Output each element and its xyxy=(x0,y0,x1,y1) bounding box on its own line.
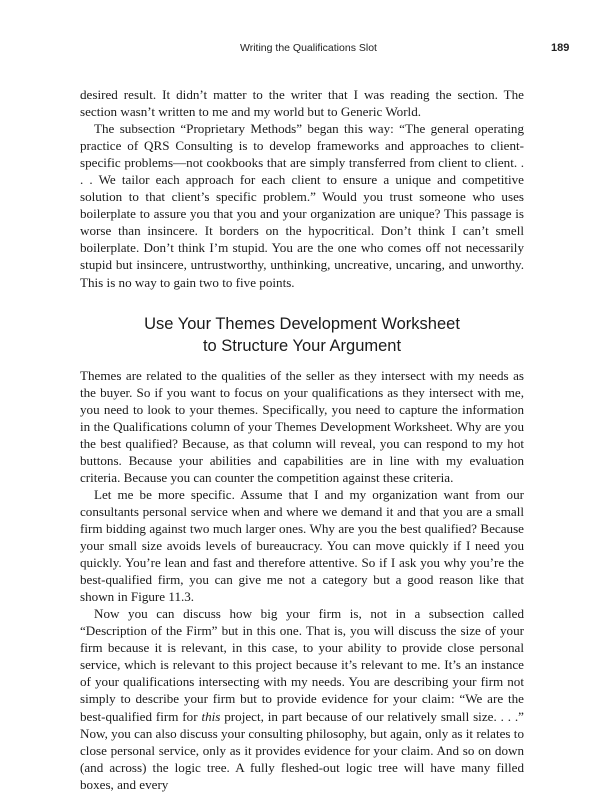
page-number: 189 xyxy=(551,42,570,54)
paragraph-5-part-2: project, in part because of our relatively small size. . . .” Now, you can also discuss your consulting philosophy, but again, only as it relates to close personal service, only as it provides evidence for your claim. And so on down (and across) the logic tree. A fully fleshed-out logic tree will have many filled boxes, and every xyxy=(80,708,524,792)
paragraph-5 xyxy=(80,605,524,793)
paragraph-2: The subsection “Proprietary Methods” began this way: “The general operating practice of QRS Consulting is to develop frameworks and approaches to client-specific problems—not cookbooks that are simply transferred from client to client. . . . We tailor each approach for each client to ensure a unique and competitive solution to that client’s specific problem.” Would you trust someone who uses boilerplate to assure you that you and your organization are unique? This passage is worse than insincere. It borders on the hypocritical. Don’t think I can’t smell boilerplate. Don’t think I’m stupid. You are the one who comes off not necessarily stupid but insincere, untrustworthy, unthinking, uncreative, uncaring, and unworthy. This is no way to gain two to five points. xyxy=(80,121,524,290)
section-heading-line-2: to Structure Your Argument xyxy=(202,336,402,355)
emphasis-this: this xyxy=(201,708,221,724)
running-head xyxy=(0,42,602,58)
section-heading-line-1: Use Your Themes Development Worksheet xyxy=(144,314,460,333)
paragraph-1: desired result. It didn’t matter to the writer that I was reading the section. The section wasn’t written to me and my world but to Generic World. xyxy=(80,87,524,120)
section-heading xyxy=(80,313,524,357)
paragraph-3: Themes are related to the qualities of the seller as they intersect with my needs as the buyer. So if you want to focus on your qualifications as they intersect with me, you need to look to your themes. Specifically, you need to capture the information in the Qualifications column of your Themes Development Worksheet. Why are you the best qualified? Because, as that column will reveal, you can respond to my hot buttons. Because your abilities and capabilities are in line with my evaluation criteria. Because you can counter the competition against these criteria. xyxy=(80,367,524,485)
paragraph-4: Let me be more specific. Assume that I and my organization want from our consultants personal service when and where we demand it and that you are a small firm bidding against two much larger ones. Why are you the best qualified? Because your small size avoids levels of bureaucracy. You can move quickly if I need you quickly. You’re lean and fast and therefore attentive. So if I ask you why you’re the best-qualified firm, you can give me not a category but a good reason like that shown in Figure 11.3. xyxy=(80,486,524,605)
running-title: Writing the Qualifications Slot xyxy=(240,42,377,54)
body-text xyxy=(80,86,524,793)
paragraph-5-part-1: Now you can discuss how big your firm is, not in a subsection called “Description of the Firm” but in this one. That is, you will discuss the size of your firm because it is relevant, in this case, to your ability to provide close personal service, which is relevant to this project because it’s relevant to me. It’s an instance of your qualifications intersecting with my needs. You are describing your firm not simply to describe your firm but to provide evidence for your claim: “We are the best-qualified firm for xyxy=(80,606,524,724)
